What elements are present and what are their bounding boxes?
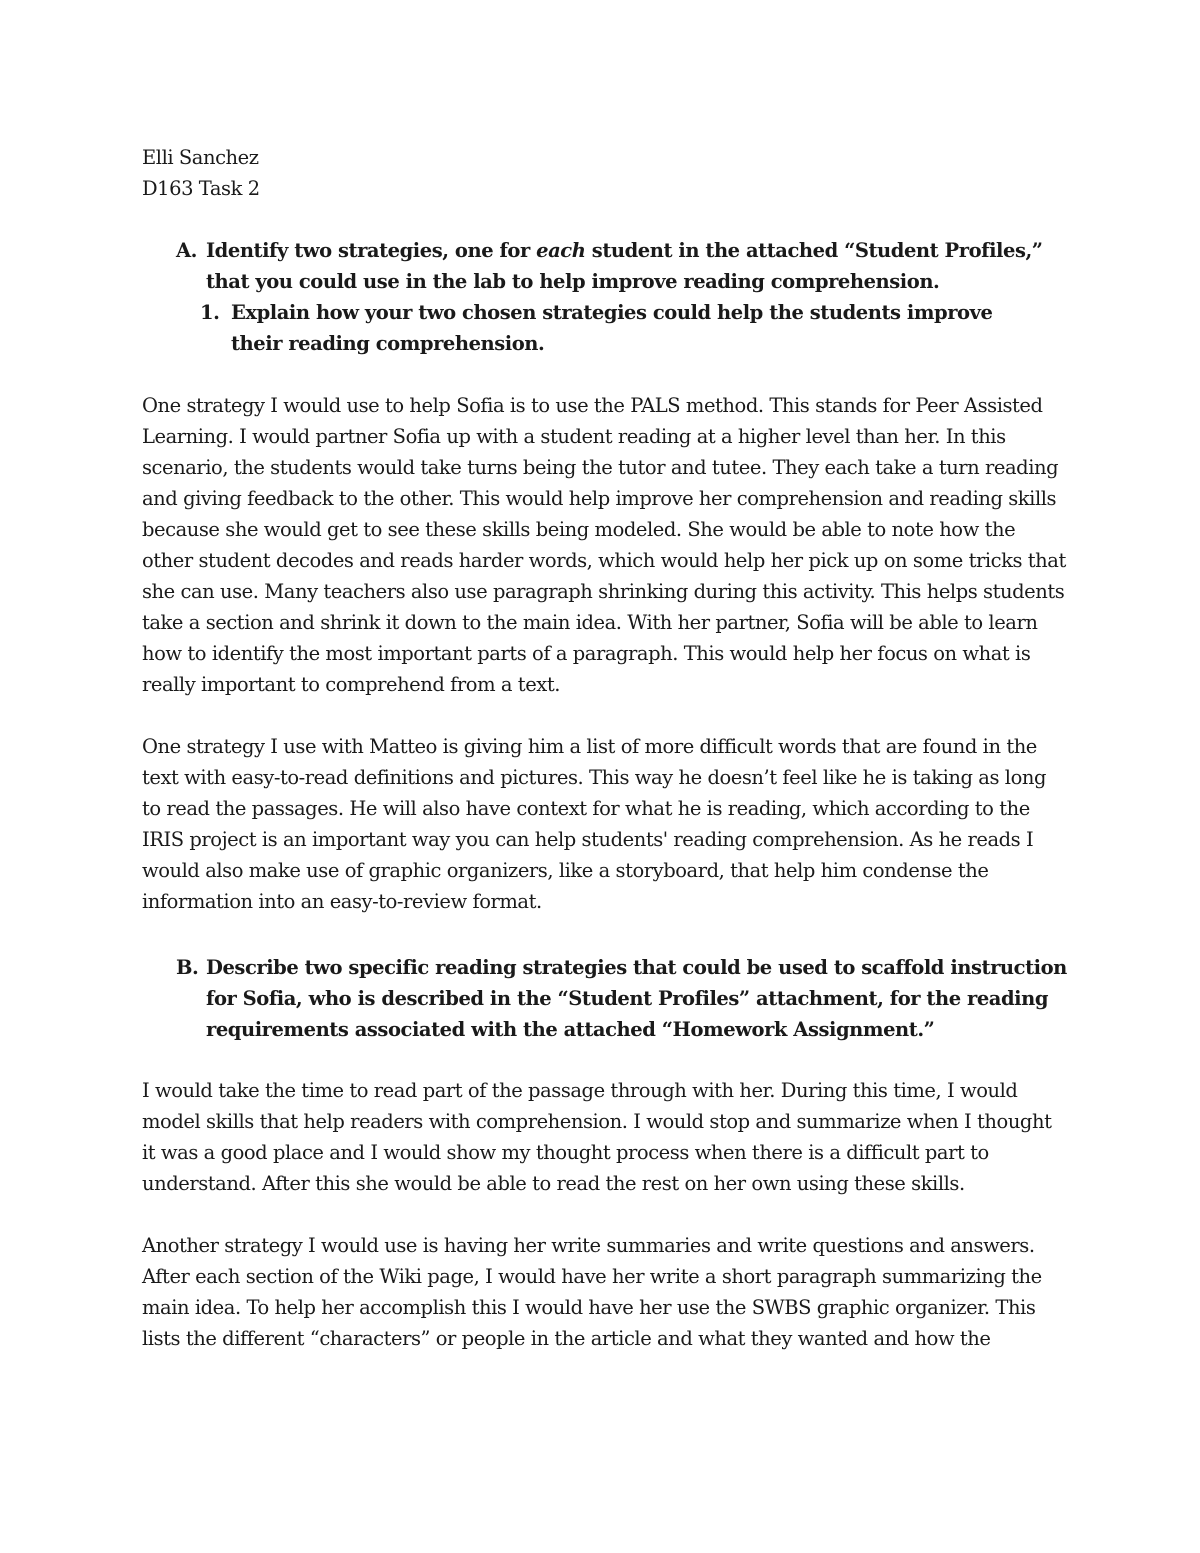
question-a-sub: [200, 297, 1040, 359]
question-a-sub-text: [200, 297, 1040, 359]
question-a-text-part1: Identify two strategies, one for: [206, 239, 537, 262]
course-task: D163 Task 2: [142, 177, 260, 200]
question-a-label: A.: [176, 239, 198, 262]
question-a-sub-text-content: Explain how your two chosen strategies could help the students improve their reading comprehension.: [231, 301, 993, 355]
question-b-text: Describe two specific reading strategies that could be used to scaffold instruction for Sofia, who is described in the “Student Profiles” attachment, for the reading requirements associated with the attached “Homework Assignment.”: [206, 956, 1067, 1041]
answer-a-paragraph-2: One strategy I use with Matteo is giving him a list of more difficult words that are found in the text with easy-to-read definitions and pictures. This way he doesn’t feel like he is taking as long to read the passages. He will also have context for what he is reading, which according to the IRIS project is an important way you can help students' reading comprehension. As he reads I would also make use of graphic organizers, like a storyboard, that help him condense the information into an easy-to-review format.: [142, 735, 1047, 913]
question-a-text-part2: student in the attached “Student Profiles,” that you could use in the lab to help improve reading comprehension.: [206, 239, 1043, 293]
question-a-emphasis: each: [536, 239, 586, 262]
answer-b-paragraph-2: Another strategy I would use is having her write summaries and write questions and answers. After each section of the Wiki page, I would have her write a short paragraph summarizing the main idea. To help her accomplish this I would have her use the SWBS graphic organizer. This lists the different “characters” or people in the article and what they wanted and how the: [142, 1234, 1042, 1350]
question-b-label: B.: [176, 956, 199, 979]
author-name: Elli Sanchez: [142, 146, 259, 169]
answer-b-paragraph-1: I would take the time to read part of the passage through with her. During this time, I would model skills that help readers with comprehension. I would stop and summarize when I thought it was a good place and I would show my thought process when there is a difficult part to understand. After this she would be able to read the rest on her own using these skills.: [142, 1079, 1052, 1195]
question-a-sub-label: 1.: [200, 301, 220, 324]
question-b: [176, 952, 1086, 1045]
answer-a-paragraph-1: One strategy I would use to help Sofia is to use the PALS method. This stands for Peer Assisted Learning. I would partner Sofia up with a student reading at a higher level than her. In this scenario, the students would take turns being the tutor and tutee. They each take a turn reading and giving feedback to the other. This would help improve her comprehension and reading skills because she would get to see these skills being modeled. She would be able to note how the other student decodes and reads harder words, which would help her pick up on some tricks that she can use. Many teachers also use paragraph shrinking during this activity. This helps students take a section and shrink it down to the main idea. With her partner, Sofia will be able to learn how to identify the most important parts of a paragraph. This would help her focus on what is really important to comprehend from a text.: [142, 394, 1066, 696]
question-a-text: [176, 235, 1076, 297]
question-a: [176, 235, 1076, 297]
